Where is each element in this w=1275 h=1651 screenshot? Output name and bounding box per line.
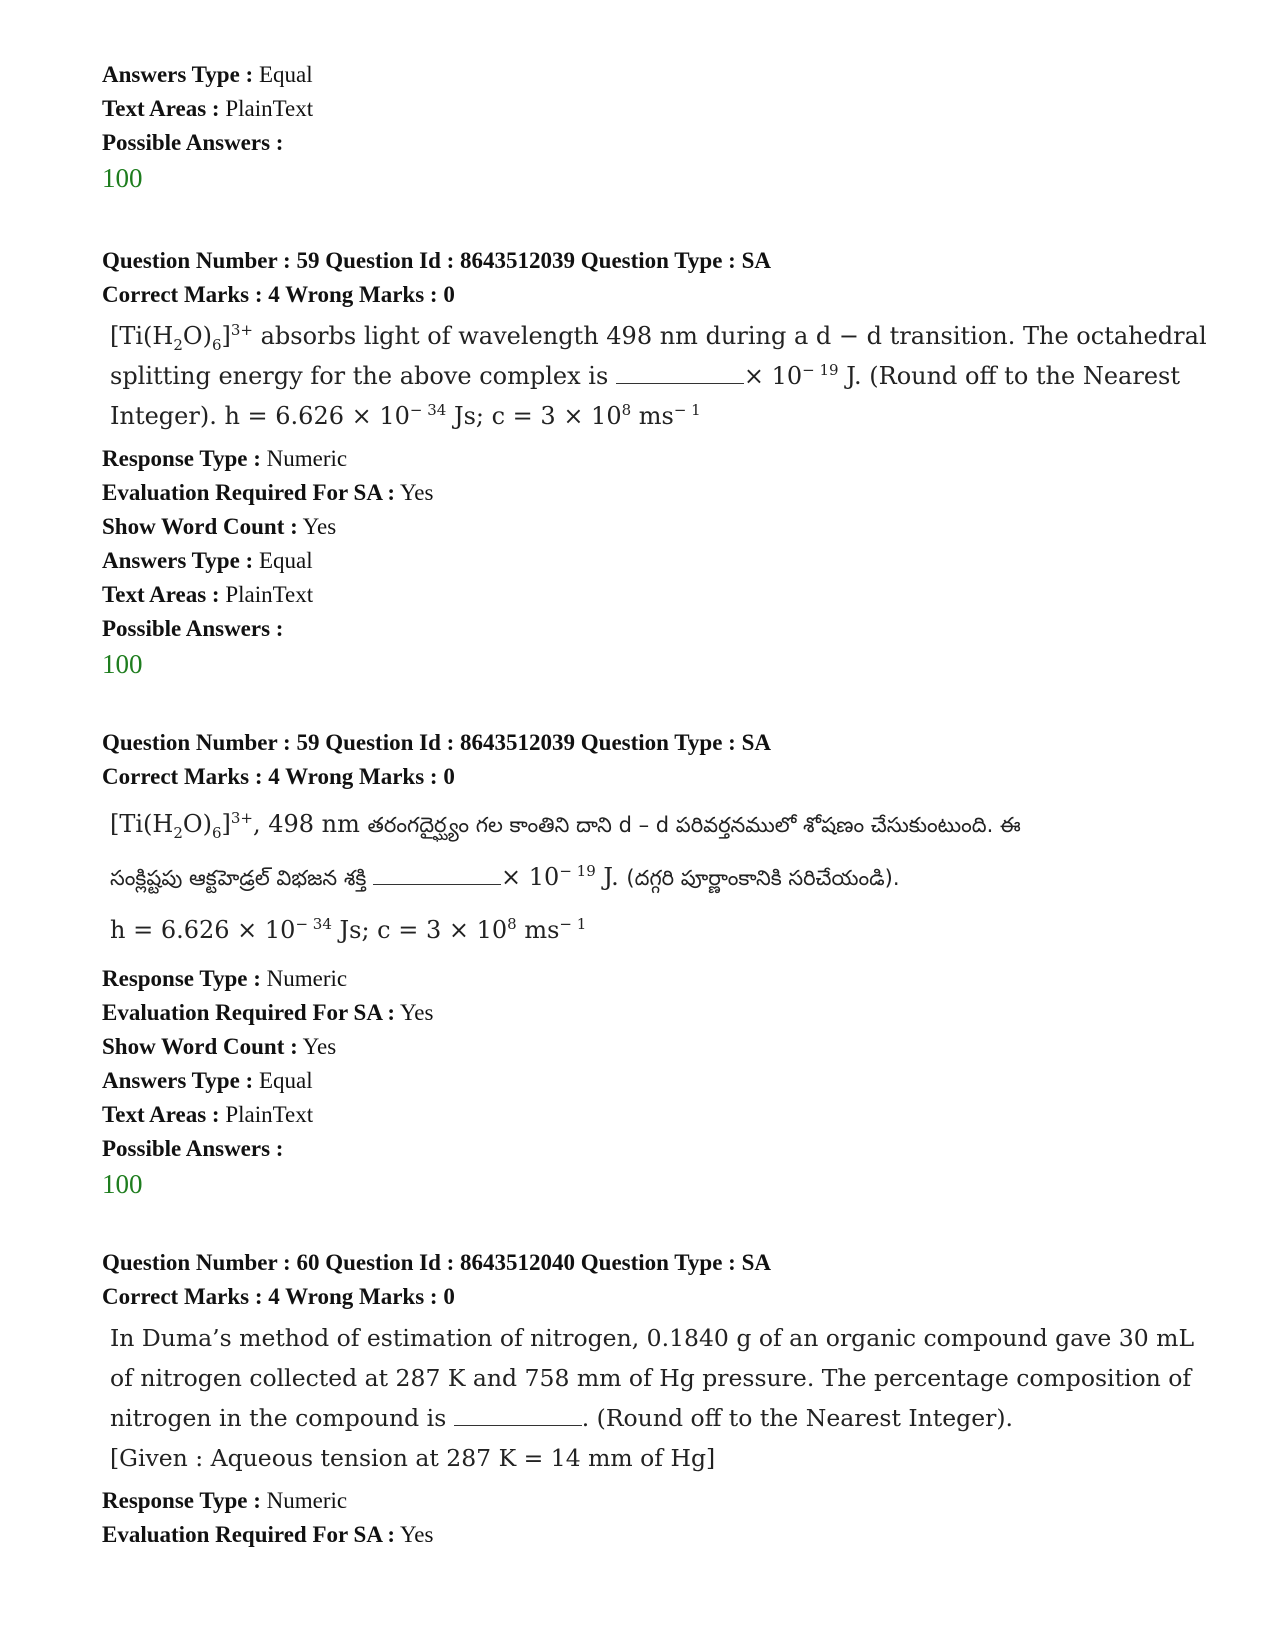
evaluation-required-row: Evaluation Required For SA : Yes [102, 480, 434, 505]
question-text [110, 798, 1192, 956]
question-given-line: [Given : Aqueous tension at 287 K = 14 mm of Hg] [110, 1444, 716, 1472]
response-type-row: Response Type : Numeric [102, 1488, 348, 1513]
possible-answers-label: Possible Answers : [102, 1136, 284, 1161]
question-header: Question Number : 60 Question Id : 8643512040 Question Type : SA [102, 1250, 771, 1275]
possible-answer-value: 100 [102, 1169, 143, 1199]
answer-blank [616, 361, 744, 384]
answer-blank [454, 1403, 582, 1426]
possible-answer-value: 100 [102, 649, 143, 679]
answers-type-row: Answers Type : Equal [102, 1068, 313, 1093]
answer-blank [373, 862, 501, 885]
question-line: In Duma’s method of estimation of nitrogen, 0.1840 g of an organic compound gave 30 mL [110, 1324, 1195, 1352]
question-line: Integer). $h = 6.626 \times 10^{- 34}$ Js; $c = 3 \times 10^8$ $ms^{- 1}$ [110, 401, 701, 430]
question-paper-page [102, 58, 1207, 1552]
question-line: $[Ti(H_2O)_6]^{3+}$ absorbs light of wavelength 498 nm during a d − d transition. The octahedral [110, 321, 1207, 354]
question-line: $[Ti(H_2O)_6]^{3+}$, 498 nm తరంగదైర్ఘ్యం గల కాంతిని దాని d – d పరివర్తనములో శోషణం చేసుకుంటుంది. ఈ [110, 809, 1021, 842]
question-line: nitrogen in the compound is . (Round off to the Nearest Integer). [110, 1404, 1013, 1432]
question-line: $h = 6.626 \times 10^{- 34}$ Js; $c = 3 \times 10^8$ $ms^{- 1}$ [110, 915, 587, 944]
question-line: of nitrogen collected at 287 K and 758 mm of Hg pressure. The percentage composition of [110, 1364, 1192, 1392]
question-line: splitting energy for the above complex is × $10^{- 19}$ J. (Round off to the Nearest [110, 361, 1180, 390]
evaluation-required-row: Evaluation Required For SA : Yes [102, 1522, 434, 1547]
answers-type-row: Answers Type : Equal [102, 548, 313, 573]
question-header: Question Number : 59 Question Id : 8643512039 Question Type : SA [102, 248, 771, 273]
text-areas-row: Text Areas : PlainText [102, 582, 314, 607]
show-word-count-row: Show Word Count : Yes [102, 1034, 337, 1059]
question-marks: Correct Marks : 4 Wrong Marks : 0 [102, 282, 455, 307]
question-text [110, 1318, 1195, 1478]
evaluation-required-row: Evaluation Required For SA : Yes [102, 1000, 434, 1025]
question-59-telugu [102, 726, 1192, 1202]
question-header: Question Number : 59 Question Id : 8643512039 Question Type : SA [102, 730, 771, 755]
question-line: సంక్లిష్టపు ఆక్టహెడ్రల్ విభజన శక్తి × $10^{- 19}$ J. (దగ్గరి పూర్ణాంకానికి సరిచేయండి). [110, 862, 900, 891]
text-areas-row: Text Areas : PlainText [102, 96, 314, 121]
possible-answers-label: Possible Answers : [102, 130, 284, 155]
possible-answers-label: Possible Answers : [102, 616, 284, 641]
response-type-row: Response Type : Numeric [102, 446, 348, 471]
answers-type-row: Answers Type : Equal [102, 62, 313, 87]
question-60 [102, 1246, 1195, 1552]
question-marks: Correct Marks : 4 Wrong Marks : 0 [102, 1284, 455, 1309]
response-type-row: Response Type : Numeric [102, 966, 348, 991]
question-59-english [102, 244, 1207, 682]
question-marks: Correct Marks : 4 Wrong Marks : 0 [102, 764, 455, 789]
possible-answer-value: 100 [102, 163, 143, 193]
show-word-count-row: Show Word Count : Yes [102, 514, 337, 539]
prev-question-tail [102, 58, 1192, 196]
question-text [110, 316, 1207, 436]
text-areas-row: Text Areas : PlainText [102, 1102, 314, 1127]
